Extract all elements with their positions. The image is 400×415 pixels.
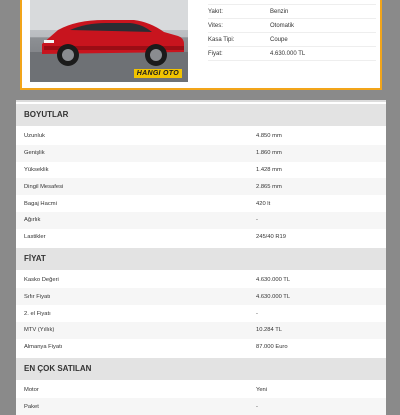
table-row bbox=[16, 288, 386, 305]
spec-value: Otomatik bbox=[270, 22, 295, 29]
row-label: Lastikler bbox=[24, 234, 46, 241]
table-row bbox=[16, 212, 386, 229]
spec-label: Vites: bbox=[208, 22, 223, 29]
row-label: Yükseklik bbox=[24, 166, 49, 173]
row-label: Ağırlık bbox=[24, 217, 41, 224]
brand-logo: HANGI OTO bbox=[134, 69, 182, 78]
spec-row-transmission bbox=[208, 19, 376, 33]
row-label: Motor bbox=[24, 386, 39, 393]
table-row bbox=[16, 195, 386, 212]
spec-row-fuel bbox=[208, 4, 376, 19]
table-row bbox=[16, 128, 386, 145]
table-row bbox=[16, 272, 386, 289]
spec-value: Benzin bbox=[270, 8, 289, 15]
row-label: Dingil Mesafesi bbox=[24, 183, 64, 190]
spec-label: Yakıt: bbox=[208, 8, 223, 15]
spec-value: 4.630.000 TL bbox=[270, 50, 306, 57]
spec-table bbox=[16, 100, 386, 410]
row-value: - bbox=[256, 217, 258, 224]
row-label: Genişlik bbox=[24, 150, 45, 157]
table-row bbox=[16, 305, 386, 322]
section-header-boyutlar: BOYUTLAR bbox=[16, 104, 386, 126]
row-label: Paket bbox=[24, 403, 39, 410]
row-label: Kasko Değeri bbox=[24, 276, 59, 283]
section-en-cok-satilan bbox=[16, 382, 386, 415]
table-row bbox=[16, 162, 386, 179]
overview-spec-list bbox=[208, 2, 376, 61]
row-label: Uzunluk bbox=[24, 133, 45, 140]
section-header-fiyat: FİYAT bbox=[16, 248, 386, 270]
row-value: 245/40 R19 bbox=[256, 234, 286, 241]
spec-label: Kasa Tipi: bbox=[208, 36, 235, 43]
table-row bbox=[16, 382, 386, 399]
row-value: 4.850 mm bbox=[256, 133, 282, 140]
table-row bbox=[16, 322, 386, 339]
row-value: 4.630.000 TL bbox=[256, 276, 291, 283]
row-value: Yeni bbox=[256, 386, 268, 393]
spec-value: Coupe bbox=[270, 36, 288, 43]
row-value: 4.630.000 TL bbox=[256, 293, 291, 300]
row-label: 2. el Fiyatı bbox=[24, 310, 51, 317]
table-row bbox=[16, 339, 386, 356]
row-label: Bagaj Hacmi bbox=[24, 200, 57, 207]
section-header-en-cok-satilan: EN ÇOK SATILAN bbox=[16, 358, 386, 380]
table-row bbox=[16, 229, 386, 246]
row-value: 1.428 mm bbox=[256, 166, 282, 173]
row-label: Sıfır Fiyatı bbox=[24, 293, 51, 300]
row-value: - bbox=[256, 310, 258, 317]
section-boyutlar bbox=[16, 128, 386, 246]
row-value: 2.865 mm bbox=[256, 183, 282, 190]
car-photo bbox=[30, 0, 188, 82]
table-row bbox=[16, 178, 386, 195]
row-value: 87.000 Euro bbox=[256, 344, 288, 351]
table-row bbox=[16, 398, 386, 415]
table-row bbox=[16, 145, 386, 162]
row-label: MTV (Yıllık) bbox=[24, 327, 55, 334]
row-value: - bbox=[256, 403, 258, 410]
row-value: 1.860 mm bbox=[256, 150, 282, 157]
spec-row-body-type bbox=[208, 33, 376, 47]
spec-label: Fiyat: bbox=[208, 50, 223, 57]
spec-row-price bbox=[208, 47, 376, 61]
row-value: 420 lt bbox=[256, 200, 271, 207]
overview-card bbox=[20, 0, 382, 90]
row-label: Almanya Fiyatı bbox=[24, 344, 63, 351]
section-fiyat bbox=[16, 272, 386, 356]
row-value: 10.284 TL bbox=[256, 327, 283, 334]
